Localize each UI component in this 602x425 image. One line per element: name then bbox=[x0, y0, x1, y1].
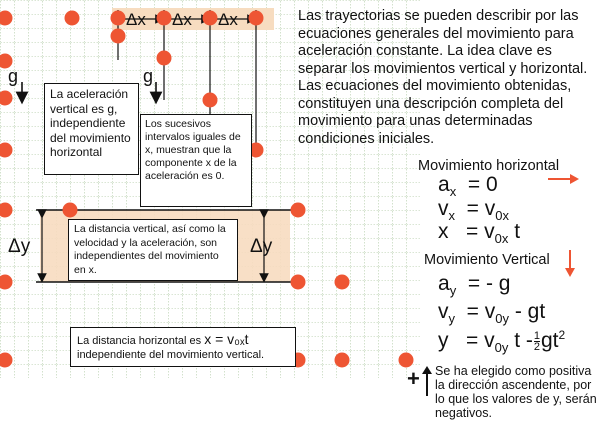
g-label: g bbox=[143, 66, 154, 86]
g-label: g bbox=[8, 66, 19, 86]
dot bbox=[203, 11, 218, 26]
dy-label: Δy bbox=[8, 236, 31, 257]
horizontal-note-formula: x = v₀ₓt bbox=[204, 331, 249, 347]
vertical-note: La distancia vertical, así como la velocidad y la aceleración, son independientes del movimiento en x. bbox=[68, 219, 238, 281]
horizontal-note bbox=[70, 327, 296, 367]
dot bbox=[335, 353, 350, 368]
horizontal-note-tail: independiente del movimiento vertical. bbox=[77, 349, 265, 361]
eq-x: x = $v_{0x}$ t bbox=[438, 220, 521, 247]
dot bbox=[335, 275, 350, 290]
dot bbox=[111, 29, 126, 44]
vertical-title: Movimiento Vertical bbox=[424, 252, 550, 268]
horizontal-arrow-icon bbox=[548, 172, 580, 186]
dx-label: Δx bbox=[126, 10, 146, 29]
eq-vy: $v_y = v_{0y}$ - gt bbox=[438, 300, 546, 327]
dot bbox=[249, 11, 264, 26]
plus-sign: + bbox=[407, 366, 420, 391]
dot bbox=[203, 93, 218, 108]
eq-vx: $v_x = v_{0x}$ bbox=[438, 197, 510, 224]
dot bbox=[157, 11, 172, 26]
accel-note: La aceleración vertical es g, independiente del movimiento horizontal bbox=[44, 83, 139, 175]
up-arrow-icon bbox=[422, 366, 432, 396]
horizontal-title: Movimiento horizontal bbox=[418, 158, 560, 174]
intervals-note: Los sucesivos intervalos iguales de x, muestran que la componente x de la aceleración es 0. bbox=[140, 114, 252, 207]
dot bbox=[291, 275, 306, 290]
fraction-half: $\frac{1}{2}$ bbox=[533, 329, 540, 353]
vertical-arrow-icon bbox=[563, 250, 577, 278]
dot bbox=[111, 11, 126, 26]
horizontal-note-text: La distancia horizontal es bbox=[77, 335, 202, 347]
eq-y: y = $v_{0y}$ t - $\frac{1}{2}$ $gt^2$ bbox=[438, 328, 566, 356]
eq-ax: $a_x = 0$ bbox=[438, 173, 498, 200]
dot bbox=[63, 203, 78, 218]
dx-label: Δx bbox=[172, 10, 192, 29]
description-paragraph: Las trayectorias se pueden describir por las ecuaciones generales del movimiento para aceleración constante. La idea clave es separar los movimientos vertical y horizontal. Las ecuaciones del movimiento obtenidas, constituyen una descripción completa del movimiento para unas determinadas condiciones iniciales. bbox=[298, 8, 588, 147]
dot bbox=[65, 11, 80, 26]
dot bbox=[291, 203, 306, 218]
dx-label: Δx bbox=[218, 10, 238, 29]
positive-up-indicator bbox=[407, 366, 420, 392]
sign-convention-note: Se ha elegido como positiva la dirección ascendente, por lo que los valores de y, serán negativos. bbox=[435, 364, 597, 420]
eq-ay: $a_y$ = - g bbox=[438, 272, 511, 299]
dy-label: Δy bbox=[250, 236, 273, 257]
dot bbox=[157, 51, 172, 66]
